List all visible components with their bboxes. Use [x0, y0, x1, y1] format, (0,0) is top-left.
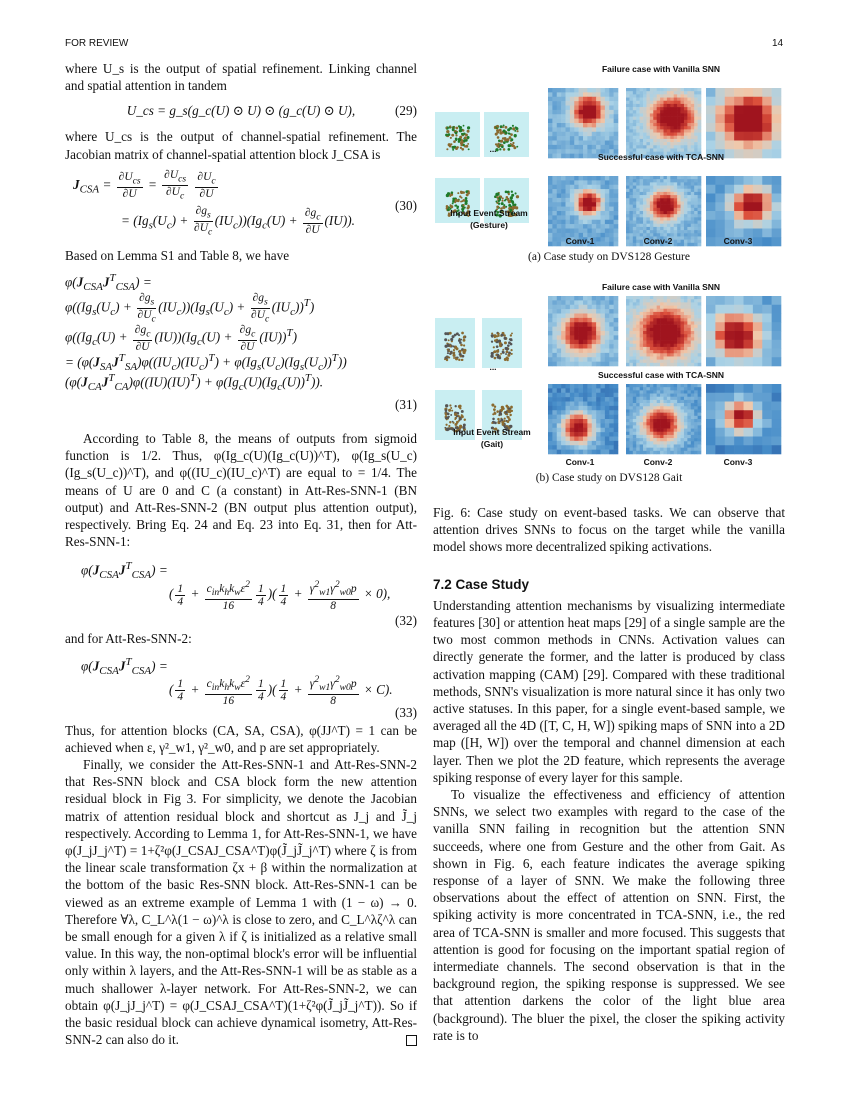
heatmap-conv3 [706, 384, 781, 454]
equation-30: $J_{CSA}$ = $\frac{\partial U_{cs}}{\partial U}$ = $\frac{\partial U_{cs}}{\partial U_c}$ $\frac{\partial U_c}{\partial U}$ = ($Ig_s(U_c)$ + $\frac{\partial g_s}{\partial U_c}$ $(IU_c))(Ig_c(U)$ + $\frac{\partial g_c}{\partial U}$ (IU)). (30) [73, 168, 417, 238]
heatmap-conv3 [706, 88, 781, 158]
heatmap-conv1 [548, 88, 618, 158]
panel-b-success-title: Successful case with TCA-SNN [597, 370, 725, 380]
qed-symbol [406, 1035, 417, 1046]
paragraph: and for Att-Res-SNN-2: [65, 631, 192, 647]
paragraph: Understanding attention mechanisms by visualizing intermediate features [30] or attention heat maps [29] of a single sample are the two most common methods in CNNs. Activation values can directly generate the former, and the latter is produced by class activation mapping (CAM) [29]. Compared with these traditional methods, SNN's visualization is more natural since it has only two active statuses. In this paper, for a single event-based sample, we averaged all the 4D ([T, C, H, W]) spiking maps of SNN into a 2D map ([H, W]) over the temporal and channel dimension at each layer. Then we plot the 2D feature, which represents the average spiking response of every layer for this sample. [433, 597, 785, 785]
equation-number: (31) [395, 397, 417, 413]
equation-number: (30) [395, 197, 417, 213]
figure-caption: Fig. 6: Case study on event-based tasks. We can observe that attention drives SNNs to focus on the target while the vanilla model shows more decentralized spiking activations. [433, 505, 785, 555]
caption-a: (a) Case study on DVS128 Gesture [528, 251, 690, 263]
heatmap-conv2 [626, 384, 701, 454]
panel-a-success-title: Successful case with TCA-SNN [597, 152, 725, 162]
ellipsis-a: ... [489, 144, 497, 154]
paragraph: Finally, we consider the Att-Res-SNN-1 and Att-Res-SNN-2 that Res-SNN block and CSA block form the new attention residual block in Fig 3. For simplicity, we denote the Jacobian matrix of attention residual block and shortcut as J_j and J̃_j respectively. According to Lemma 1, for Att-Res-SNN-1, we have φ(J_jJ_j^T) = 1+ζ²φ(J_CSAJ_CSA^T)φ(J̃_jJ̃_j^T) where ζ is from the linear scale transformation ζx + β within the normalization at the bottom of the basic Res-SNN block. Att-Res-SNN-1 can be viewed as an extreme example of Lemma 1 with (1 − ω) → 0. Therefore ∀λ, C_L^λ(1 − ω)^λ is close to zero, and C_L^λζ^λ can be small enough for a given λ if ζ is initialized as a relative small value. In this way, the non-optimal block's error will be influential only within λ layers, and the Att-Res-SNN-1 will be as stable as a much shallower λ-layer network. For Att-Res-SNN-2, we can obtain φ(J_jJ_j^T) = φ(J_CSAJ_CSA^T)(1+ζ²φ(J̃_jJ̃_j^T)). So if the basic residual block can achieve dynamical isometry, Att-Res-SNN-2 can also do it. [65, 757, 417, 1048]
conv2-label: Conv-2 [643, 457, 673, 467]
left-column [65, 60, 417, 1049]
conv3-label: Conv-3 [723, 457, 753, 467]
equation-32: $\varphi(J_{CSA}J^T_{CSA})$ = ( $\frac{1}{4}$ + $\frac{c_{in}k_hk_w\varepsilon^2}{16}$ $\frac{1}{4}$ )( $\frac{1}{4}$ + $\frac{\gamma^2_{w1}\gamma^2_{w0}p}{8}$ × 0), (32) [81, 560, 417, 629]
paragraph: where U_s is the output of spatial refinement. Linking channel and spatial attention in tandem [65, 61, 417, 94]
heatmap-conv1 [548, 296, 618, 366]
conv1-label: Conv-1 [565, 236, 595, 246]
panel-a-failure-title: Failure case with Vanilla SNN [601, 64, 721, 74]
panel-b-failure-title: Failure case with Vanilla SNN [601, 282, 721, 292]
figure-6 [433, 60, 785, 490]
equation-29 [65, 98, 417, 124]
paragraph: According to Table 8, the means of outputs from sigmoid function is 1/2. Thus, φ(Ig_c(U)(Ig_c(U))^T), φ(Ig_s(U_c)(Ig_s(U_c))^T), and φ((IU_c)(IU_c)^T) are equal to = 1/4. The means of U are 0 and C (a constant) in Att-Res-SNN-1 (BN output) and Att-Res-SNN-2 (BN output plus attention output), respectively. Bring Eq. 24 and Eq. 23 into Eq. 31, then for Att-Res-SNN-1: [65, 431, 417, 550]
heatmap-conv2 [626, 296, 701, 366]
paragraph: where U_cs is the output of channel-spatial refinement. The Jacobian matrix of channel-spatial attention block J_CSA is [65, 129, 417, 162]
paragraph: Thus, for attention blocks (CA, SA, CSA), φ(JJ^T) = 1 can be achieved when ε, γ²_w1, γ²_w0, and p are set appropriately. [65, 722, 417, 755]
equation-number: (29) [395, 103, 417, 119]
ellipsis-b: ... [489, 362, 497, 372]
event-frame [435, 318, 475, 368]
equation-31: $\varphi(J_{CSA}J^T_{CSA})$ = $\varphi((Ig_s(U_c)$ + $\frac{\partial g_s}{\partial U_c}$ $(IU_c))(Ig_s(U_c)$ + $\frac{\partial g_s}{\partial U_c}$ $(IU_c))^T$) $\varphi((Ig_c(U)$ + $\frac{\partial g_c}{\partial U}$ $(IU))(Ig_c(U)$ + $\frac{\partial g_c}{\partial U}$ (IU))$^T$) = $(\varphi(J_{SA}J^T_{SA})\varphi((IU_c)(IU_c)^T) + \varphi(Ig_s(U_c)(Ig_s(U_c))^T))$ $(\varphi(J_{CA}J^T_{CA})\varphi((IU)(IU)^T) + \varphi(Ig_c(U)(Ig_c(U))^T))$. (31) [65, 272, 417, 413]
panel-a-input-label: Input Event Stream (Gesture) [450, 208, 528, 230]
panel-b-input-label: Input Event Stream (Gait) [453, 427, 531, 449]
paragraph: Based on Lemma S1 and Table 8, we have [65, 247, 290, 263]
running-header: FOR REVIEW [65, 38, 129, 49]
heatmap-conv1 [548, 384, 618, 454]
paragraph: To visualize the effectiveness and efficiency of attention SNNs, we select two examples with regard to the case of the vanilla SNN failing in recognition but the attention SNN succeeds, where one from Gesture and the other from Gait. As shown in Fig. 6, each feature indicates the average spiking response of a layer of SNN. We make the following three observations about the effect of attention on SNN. First, the spiking activity is more concentrated in TCA-SNN, i.e., the red area of TCA-SNN is smaller and more focused. This suggests that attention is good for focusing on the important spatial region of intermediate channels. The second observation is that in the background region, the spiking response is suppressed. We see that attention darkens the color of the light blue area (background). The bluer the pixel, the closer the spiking activity rate is to [433, 787, 785, 1043]
equation-number: (33) [395, 704, 417, 720]
conv2-label: Conv-2 [643, 236, 673, 246]
event-frame [482, 318, 522, 368]
caption-b: (b) Case study on DVS128 Gait [535, 472, 683, 484]
equation-33: $\varphi(J_{CSA}J^T_{CSA})$ = ( $\frac{1}{4}$ + $\frac{c_{in}k_hk_w\varepsilon^2}{16}$ $\frac{1}{4}$ )( $\frac{1}{4}$ + $\frac{\gamma^2_{w1}\gamma^2_{w0}p}{8}$ × C). (33) [81, 655, 417, 720]
equation-body: U_cs = g_s(g_c(U) ⊙ U) ⊙ (g_c(U) ⊙ U), [126, 103, 356, 119]
equation-number: (32) [395, 613, 417, 629]
section-heading: 7.2 Case Study [433, 576, 530, 592]
page-number: 14 [772, 38, 784, 49]
heatmap-conv2 [626, 88, 701, 158]
conv3-label: Conv-3 [723, 236, 753, 246]
event-frame [435, 112, 480, 157]
heatmap-conv3 [706, 296, 781, 366]
conv1-label: Conv-1 [565, 457, 595, 467]
right-column [433, 504, 785, 1044]
